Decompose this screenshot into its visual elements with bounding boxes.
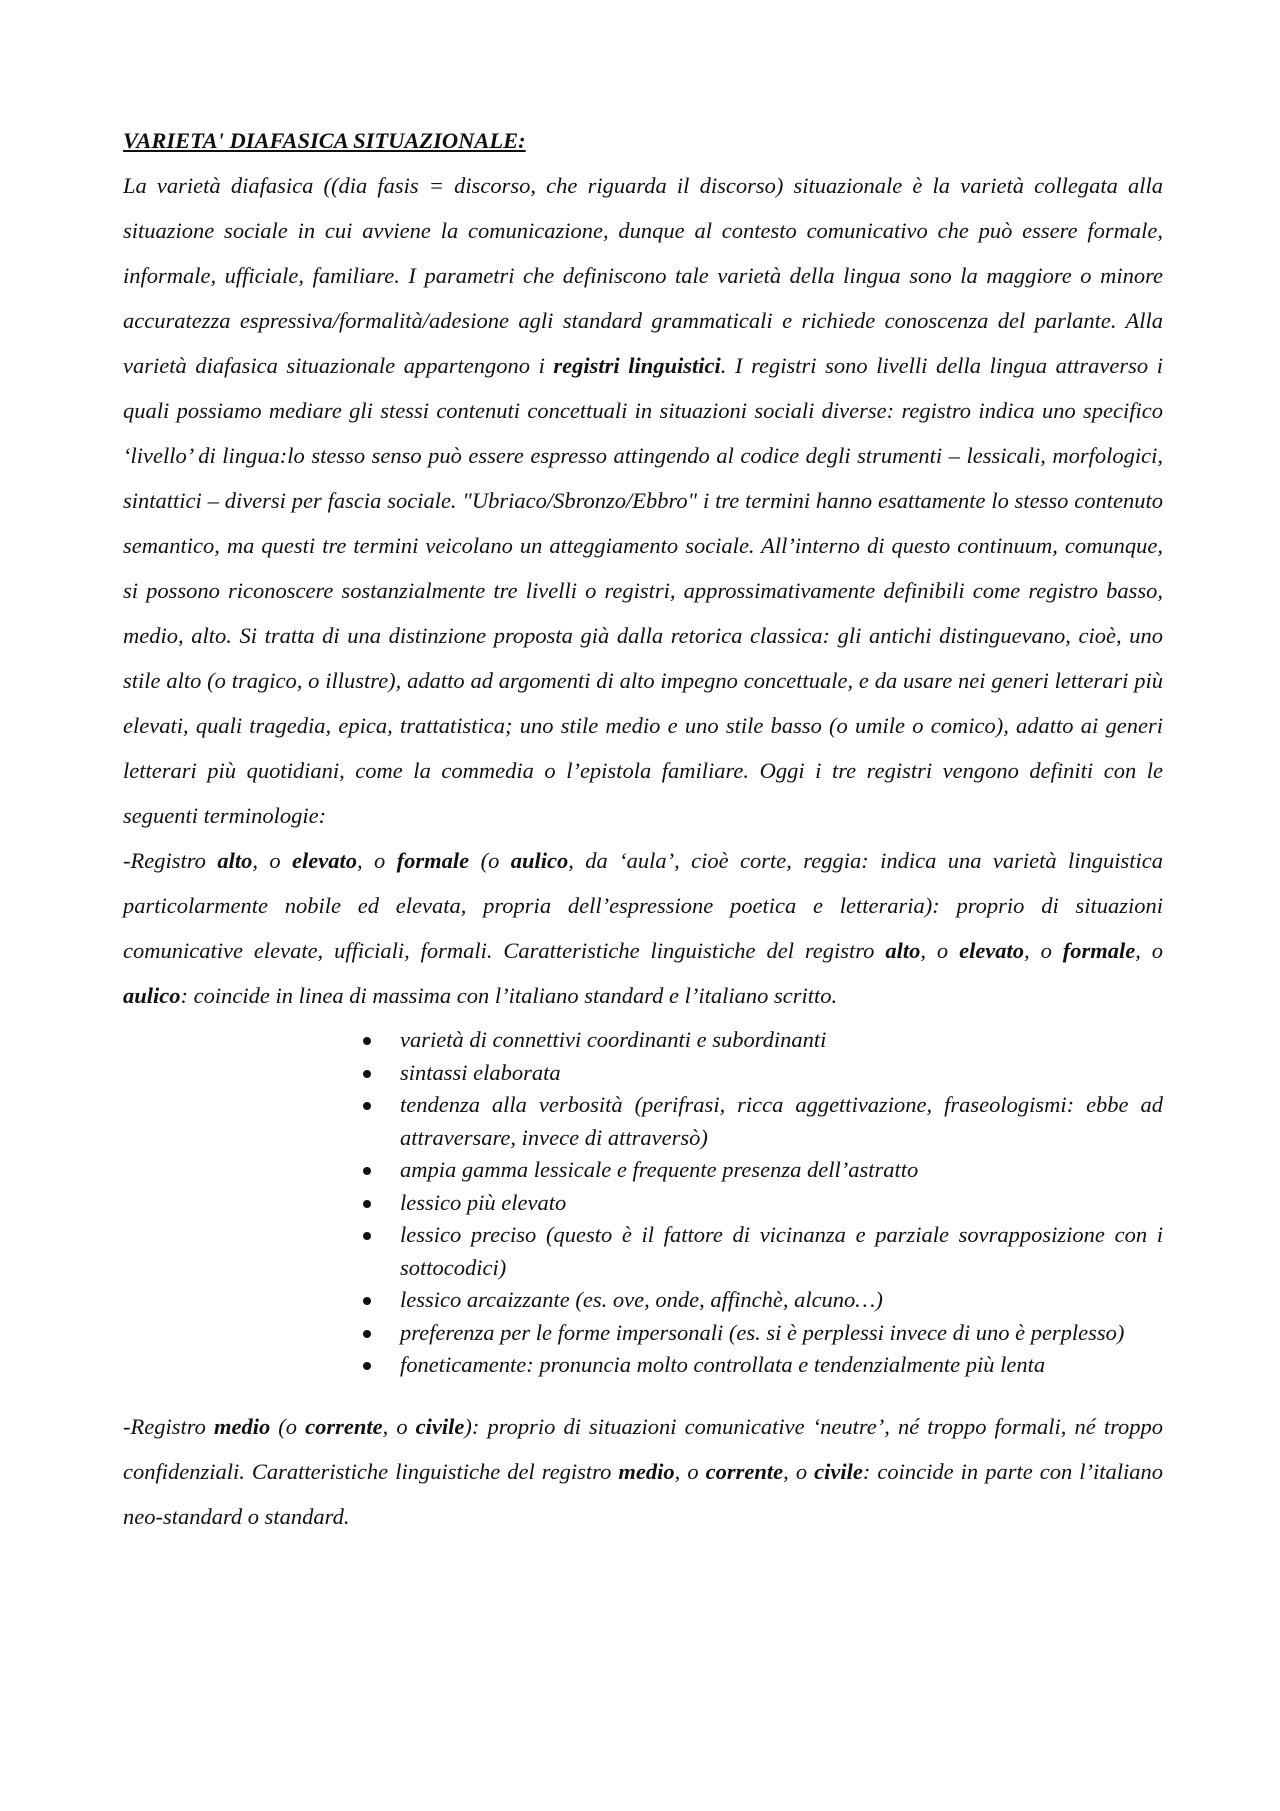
- alto-term: alto: [217, 848, 253, 873]
- list-item: [363, 1057, 1163, 1090]
- bullet-icon: [363, 1362, 371, 1370]
- alto-term: aulico: [510, 848, 569, 873]
- medio-text: ): proprio di situazioni comunicative ‘neutre’, né troppo formali, né troppo confidenziali. Caratteristiche linguistiche del registro: [123, 1413, 1163, 1484]
- bullet-icon: [363, 1102, 371, 1110]
- spacer: [123, 1382, 1163, 1404]
- registro-alto-paragraph: [123, 838, 1163, 1018]
- medio-term: civile: [415, 1413, 465, 1439]
- list-item: [363, 1317, 1163, 1350]
- alto-text: , o: [252, 848, 293, 873]
- alto-text: , o: [1024, 938, 1063, 963]
- alto-term: elevato: [292, 848, 357, 873]
- intro-text-1: La varietà diafasica ((dia fasis = discorso, che riguarda il discorso) situazionale è la varietà collegata alla situazione sociale in cui avviene la comunicazione, dunque al contesto comunicativo che può essere formale, informale, ufficiale, familiare. I parametri che definiscono tale varietà della lingua sono la maggiore o minore accuratezza espressiva/formalità/adesione agli standard grammaticali e richiede conoscenza del parlante. Alla varietà diafasica situazionale appartengono i: [123, 173, 1163, 378]
- list-item-text: lessico più elevato: [400, 1189, 567, 1215]
- list-item: [363, 1154, 1163, 1187]
- list-item-text: lessico preciso (questo è il fattore di vicinanza e parziale sovrapposizione con i sottocodici): [400, 1222, 1163, 1280]
- list-item-text: ampia gamma lessicale e frequente presenza dell’astratto: [400, 1157, 919, 1182]
- alto-text: , da ‘aula’, cioè corte, reggia: indica una varietà linguistica particolarmente nobile ed elevata, propria dell’espressione poetica e letteraria): proprio di situazioni comunicative elevate, ufficiali, formali. Caratteristiche linguistiche del registro: [123, 848, 1164, 963]
- medio-text: : coincide in parte con l’italiano neo-standard o standard.: [123, 1458, 1164, 1529]
- medio-text: , o: [382, 1413, 416, 1439]
- bullet-icon: [363, 1070, 371, 1078]
- list-item-text: foneticamente: pronuncia molto controllata e tendenzialmente più lenta: [400, 1352, 1046, 1377]
- bullet-icon: [363, 1167, 371, 1175]
- medio-term: civile: [814, 1458, 863, 1484]
- list-item: [363, 1187, 1163, 1220]
- list-item-text: sintassi elaborata: [400, 1059, 561, 1085]
- section-title: VARIETA' DIAFASICA SITUAZIONALE:: [123, 128, 526, 153]
- alto-term: aulico: [123, 983, 181, 1008]
- alto-text: , o: [356, 848, 397, 873]
- medio-term: medio: [213, 1413, 271, 1439]
- alto-features-list: [363, 1024, 1163, 1382]
- medio-text: , o: [783, 1458, 815, 1484]
- list-item: [363, 1089, 1163, 1154]
- intro-paragraph: [123, 163, 1163, 838]
- bullet-icon: [363, 1297, 371, 1305]
- alto-text: (o: [469, 848, 511, 873]
- list-item: [363, 1024, 1163, 1057]
- alto-text: : coincide in linea di massima con l’italiano standard e l’italiano scritto.: [180, 983, 838, 1008]
- registro-medio-paragraph: [123, 1404, 1163, 1539]
- intro-text-2: . I registri sono livelli della lingua attraverso i quali possiamo mediare gli stessi contenuti concettuali in situazioni sociali diverse: registro indica uno specifico ‘livello’ di lingua:lo stesso senso può essere espresso attingendo al codice degli strumenti – lessicali, morfologici, sintattici – diversi per fascia sociale. "Ubriaco/Sbronzo/Ebbro" i tre termini hanno esattamente lo stesso contenuto semantico, ma questi tre termini veicolano un atteggiamento sociale. All’interno di questo continuum, comunque, si possono riconoscere sostanzialmente tre livelli o registri, approssimativamente definibili come registro basso, medio, alto. Si tratta di una distinzione proposta già dalla retorica classica: gli antichi distinguevano, cioè, uno stile alto (o tragico, o illustre), adatto ad argomenti di alto impegno concettuale, e da usare nei generi letterari più elevati, quali tragedia, epica, trattatistica; uno stile medio e uno stile basso (o umile o comico), adatto ai generi letterari più quotidiani, come la commedia o l’epistola familiare. Oggi i tre registri vengono definiti con le seguenti terminologie:: [123, 353, 1163, 828]
- list-item-text: varietà di connettivi coordinanti e subordinanti: [400, 1027, 827, 1052]
- medio-term: corrente: [705, 1458, 784, 1484]
- medio-text: -Registro: [123, 1413, 214, 1439]
- list-item-text: preferenza per le forme impersonali (es. si è perplessi invece di uno è perplesso): [400, 1319, 1125, 1345]
- alto-term: formale: [396, 848, 470, 873]
- alto-text: , o: [920, 938, 960, 963]
- list-item-text: tendenza alla verbosità (perifrasi, ricca aggettivazione, fraseologismi: ebbe ad attraversare, invece di attraversò): [400, 1092, 1163, 1150]
- alto-term: formale: [1062, 938, 1136, 963]
- medio-term: corrente: [305, 1413, 383, 1439]
- medio-term: medio: [618, 1458, 675, 1484]
- medio-text: (o: [270, 1413, 306, 1439]
- bullet-icon: [363, 1330, 371, 1338]
- list-item: [363, 1219, 1163, 1284]
- bullet-icon: [363, 1037, 371, 1045]
- medio-text: , o: [674, 1458, 706, 1484]
- document-page: [123, 118, 1163, 1539]
- list-item-text: lessico arcaizzante (es. ove, onde, affinchè, alcuno…): [400, 1287, 883, 1312]
- alto-term: alto: [885, 938, 921, 963]
- bullet-icon: [363, 1200, 371, 1208]
- alto-term: elevato: [959, 938, 1025, 963]
- bullet-icon: [363, 1232, 371, 1240]
- alto-text: , o: [1135, 938, 1164, 963]
- list-item: [363, 1284, 1163, 1317]
- registri-linguistici-term: registri linguistici: [553, 353, 721, 378]
- alto-text: -Registro: [123, 848, 218, 873]
- list-item: [363, 1349, 1163, 1382]
